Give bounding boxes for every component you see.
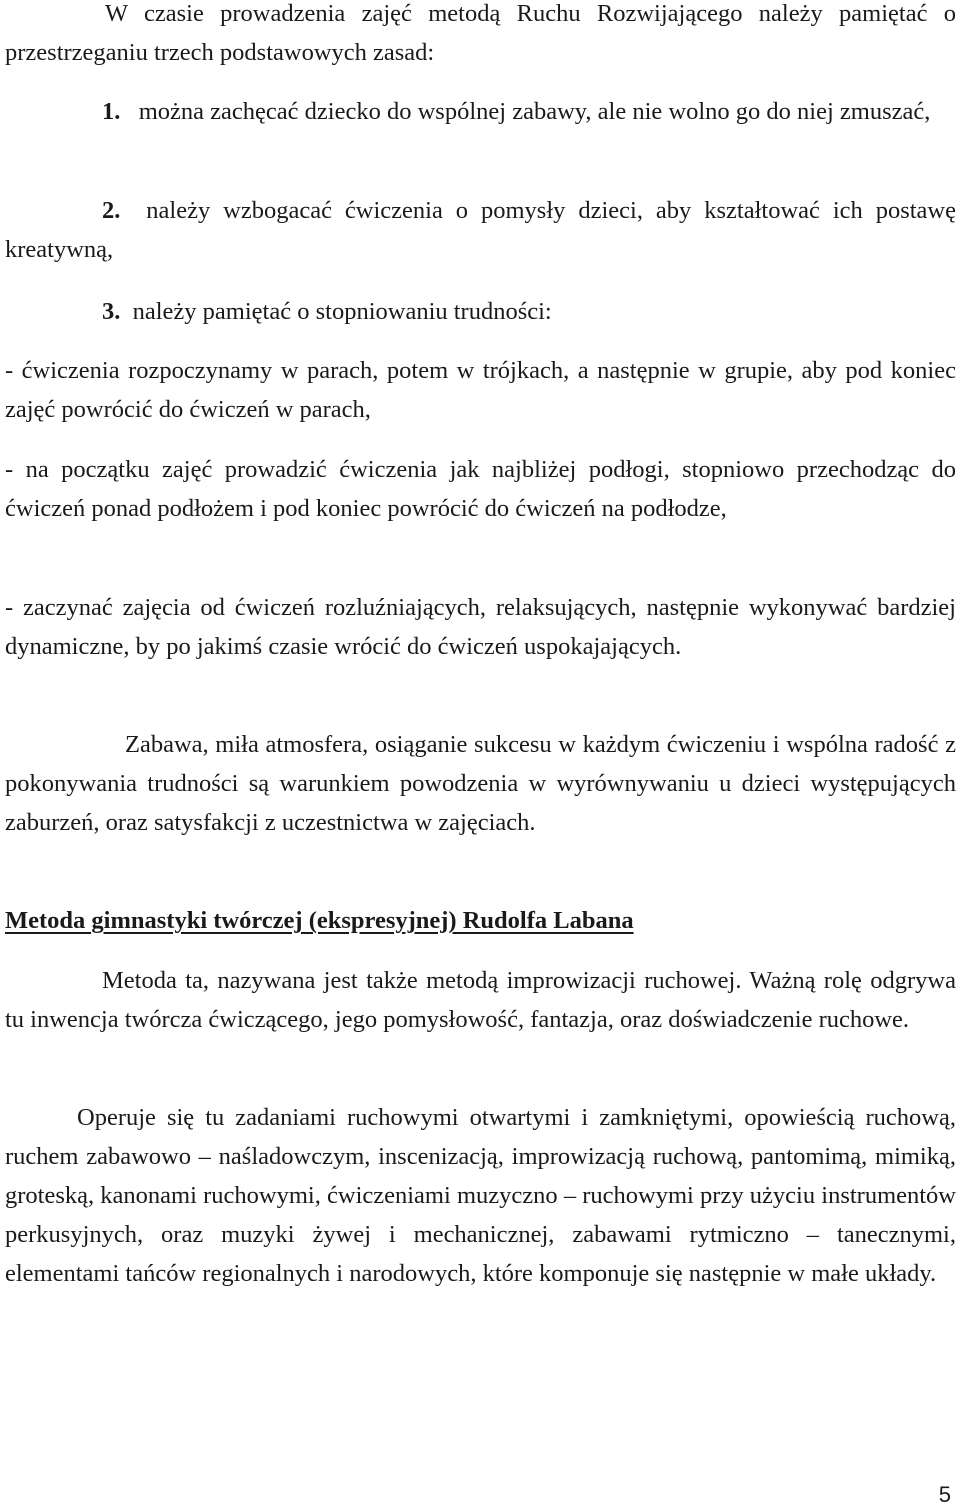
rule-number-1: 1.	[102, 98, 121, 125]
page-number: 5	[938, 1482, 951, 1507]
rule-number-3: 3.	[102, 298, 121, 325]
rule-item-2	[5, 191, 956, 269]
metoda-paragraph: Metoda ta, nazywana jest także metodą improwizacji ruchowej. Ważną rolę odgrywa tu inwencja twórcza ćwiczącego, jego pomysłowość, fantazja, oraz doświadczenie ruchowe.	[5, 967, 956, 1033]
section-heading: Metoda gimnastyki twórczej (ekspresyjnej) Rudolfa Labana	[5, 907, 634, 934]
zabawa-paragraph: Zabawa, miła atmosfera, osiąganie sukcesu w każdym ćwiczeniu i wspólna radość z pokonywania trudności są warunkiem powodzenia w wyrównywaniu u dzieci występujących zaburzeń, oraz satysfakcji z uczestnictwa w zajęciach.	[5, 731, 956, 836]
rule-number-2: 2.	[102, 197, 121, 224]
operuje-paragraph: Operuje się tu zadaniami ruchowymi otwartymi i zamkniętymi, opowieścią ruchową, ruchem zabawowo – naśladowczym, inscenizacją, improwizacją ruchową, pantomimą, mimiką, groteską, kanonami ruchowymi, ćwiczeniami muzyczno – ruchowymi przy użyciu instrumentów perkusyjnych, oraz muzyki żywej i mechanicznej, zabawami rytmiczno – tanecznymi, elementami tańców regionalnych i narodowych, które komponuje się następnie w małe układy.	[5, 1104, 956, 1287]
dash-item-2: - na początku zajęć prowadzić ćwiczenia jak najbliżej podłogi, stopniowo przechodząc do ćwiczeń ponad podłożem i pod koniec powrócić do ćwiczeń na podłodze,	[5, 456, 956, 522]
intro-paragraph: W czasie prowadzenia zajęć metodą Ruchu Rozwijającego należy pamiętać o przestrzeganiu trzech podstawowych zasad:	[5, 0, 956, 66]
rule-text-1: można zachęcać dziecko do wspólnej zabawy, ale nie wolno go do niej zmuszać,	[138, 98, 931, 125]
dash-item-1: - ćwiczenia rozpoczynamy w parach, potem w trójkach, a następnie w grupie, aby pod koniec zajęć powrócić do ćwiczeń w parach,	[5, 357, 956, 423]
dash-item-3: - zaczynać zajęcia od ćwiczeń rozluźniających, relaksujących, następnie wykonywać bardziej dynamiczne, by po jakimś czasie wrócić do ćwiczeń uspokajających.	[5, 594, 956, 660]
rule-item-3	[5, 292, 956, 331]
rule-item-1	[5, 92, 956, 131]
rule-text-3: należy pamiętać o stopniowaniu trudności:	[132, 298, 552, 325]
rule-text-2: należy wzbogacać ćwiczenia o pomysły dzieci, aby kształtować ich postawę kreatywną,	[5, 197, 956, 263]
